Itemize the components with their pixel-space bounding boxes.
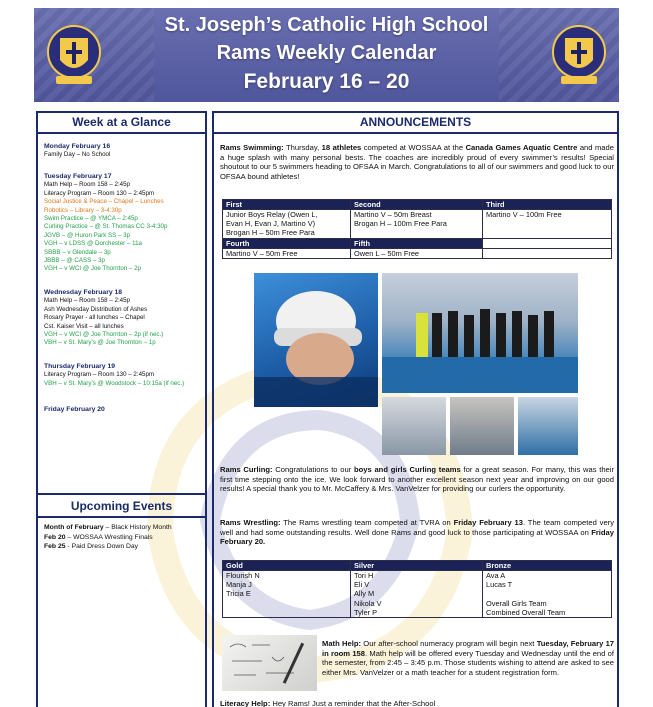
upcoming-events-title: Upcoming Events: [38, 495, 205, 518]
table-header: Bronze: [483, 561, 612, 571]
table-header: Fifth: [351, 238, 483, 248]
day-thursday: [44, 363, 206, 388]
event-item: Literacy Program – Room 130 – 2:45pm: [44, 371, 155, 379]
event-item: Cst. Kaiser Visit – all lunches: [44, 322, 124, 330]
day-heading: Wednesday February 18: [44, 289, 123, 296]
swimming-announcement: Rams Swimming: Thursday, 18 athletes competed at WOSSAA at the Canada Games Aquatic Centre and made a huge splash with many personal bests. The coaches are incredibly proud of every swimmer’s results! Special shoutout to our 5 swimmers heading to OFSAA in March. Congratulations to all of our swimmers and good luck to our OFSAA bound athletes!: [220, 143, 614, 181]
table-cell: Martino V – 50m Free: [223, 248, 351, 258]
curling-team-photo: [450, 397, 514, 455]
event-item: Robotics – Library – 3-4:30p: [44, 206, 122, 214]
literacy-help-announcement: Literacy Help: Hey Rams! Just a reminder that the After-School: [220, 699, 436, 707]
upcoming-item: Feb 25 - Paid Dress Down Day: [44, 543, 139, 550]
math-help-announcement: Math Help: Our after-school numeracy program will begin next Tuesday, February 17 in room 158. Math help will be offered every Tuesday and Wednesday until the end of the semester, from 2:45 – 3:45 p.m. Those students wishing to attend are asked to see either Mrs. VanVelzer or a math teacher for a student registration form.: [322, 639, 615, 677]
calendar-title: Rams Weekly Calendar: [216, 42, 437, 64]
event-item: VGH – v LDSS @ Dorchester – 11a: [44, 240, 142, 248]
table-cell: Ava A Lucas T Overall Girls Team Combined Overall Team: [483, 571, 612, 618]
table-cell: Flourish N Manja J Tricia E: [223, 571, 351, 618]
event-item: VBH – v St. Mary’s @ Woodstock – 10:15a (if nec.): [44, 379, 185, 387]
wrestling-results-table: [222, 560, 612, 618]
day-wednesday: [44, 289, 206, 348]
event-item: JBBB – @ CASS – 3p: [44, 257, 105, 265]
event-item: Family Day – No School: [44, 151, 111, 159]
announcements-title: ANNOUNCEMENTS: [214, 113, 617, 134]
table-cell: Martino V – 100m Free: [483, 210, 612, 239]
table-cell: Tori H Eli V Ally M Nikola V Tyler P: [351, 571, 483, 618]
table-header: Gold: [223, 561, 351, 571]
event-item: Rosary Prayer - all lunches – Chapel: [44, 314, 145, 322]
event-item: Ash Wednesday Distribution of Ashes: [44, 305, 148, 313]
event-item: Math Help – Room 158 – 2:45p: [44, 181, 130, 189]
table-cell: [483, 238, 612, 248]
upcoming-events-list: [44, 523, 204, 552]
wrestling-announcement: Rams Wrestling: The Rams wrestling team competed at TVRA on Friday February 13. The team competed very well and had some outstanding results. Well done Rams and good luck to those participating at WOSSAA on Friday February 20.: [220, 518, 614, 547]
table-header: Silver: [351, 561, 483, 571]
table-cell: Owen L – 50m Free: [351, 248, 483, 258]
school-name: St. Joseph’s Catholic High School: [164, 14, 489, 36]
event-item: VGH – v WCI @ Joe Thornton – 2p: [44, 265, 141, 273]
day-tuesday: [44, 173, 206, 274]
day-monday: [44, 143, 206, 160]
announcements-column: [212, 111, 619, 707]
event-item: Curling Practice – @ St. Thomas CC 3-4:30p: [44, 223, 168, 231]
day-heading: Friday February 20: [44, 406, 105, 413]
table-cell: Junior Boys Relay (Owen L, Evan H, Evan J, Martino V) Brogan H – 50m Free Para: [223, 210, 351, 239]
left-column: [36, 111, 207, 707]
swim-team-photo: [382, 273, 578, 393]
table-header: Second: [351, 200, 483, 210]
event-item: Literacy Program – Room 130 – 2:45pm: [44, 189, 155, 197]
calendar-dates: February 16 – 20: [243, 70, 410, 93]
curling-announcement: Rams Curling: Congratulations to our boys and girls Curling teams for a great season. For many, this was their first time stepping onto the ice. We look forward to another excellent season next year and improving on our good results! A special thank you to Mr. McCaffery & Mrs. VanVelzer for providing our curlers the opportunity.: [220, 465, 614, 494]
upcoming-events-section: [38, 493, 205, 518]
event-item: VGH – v WCI @ Joe Thornton – 2p (if nec.): [44, 331, 164, 339]
math-worksheet-photo: [222, 635, 317, 691]
table-header: First: [223, 200, 351, 210]
header-banner: [34, 8, 619, 102]
day-heading: Tuesday February 17: [44, 173, 112, 180]
day-heading: Monday February 16: [44, 143, 111, 150]
table-header: Third: [483, 200, 612, 210]
curling-group-photo: [518, 397, 578, 455]
swimmer-photo: [254, 273, 378, 407]
upcoming-item: Month of February – Black History Month: [44, 524, 172, 531]
event-item: Swim Practice – @ YMCA – 2:45p: [44, 215, 138, 223]
swimming-results-table: [222, 199, 612, 259]
day-friday: [44, 406, 206, 414]
table-cell: [483, 248, 612, 258]
event-item: VBH – v St. Mary’s @ Joe Thornton – 1p: [44, 339, 156, 347]
table-header: Fourth: [223, 238, 351, 248]
curling-photo: [382, 397, 446, 455]
week-at-a-glance-title: Week at a Glance: [38, 113, 205, 134]
event-item: JGVB – @ Huron Park SS – 3p: [44, 231, 131, 239]
event-item: Social Justice & Peace – Chapel – Lunches: [44, 198, 164, 206]
upcoming-item: Feb 20 – WOSSAA Wrestling Finals: [44, 533, 153, 541]
day-heading: Thursday February 19: [44, 363, 116, 370]
event-item: Math Help – Room 158 – 2:45p: [44, 297, 130, 305]
table-cell: Martino V – 50m Breast Brogan H – 100m Free Para: [351, 210, 483, 239]
event-item: SBBB – v Glendale – 3p: [44, 248, 111, 256]
